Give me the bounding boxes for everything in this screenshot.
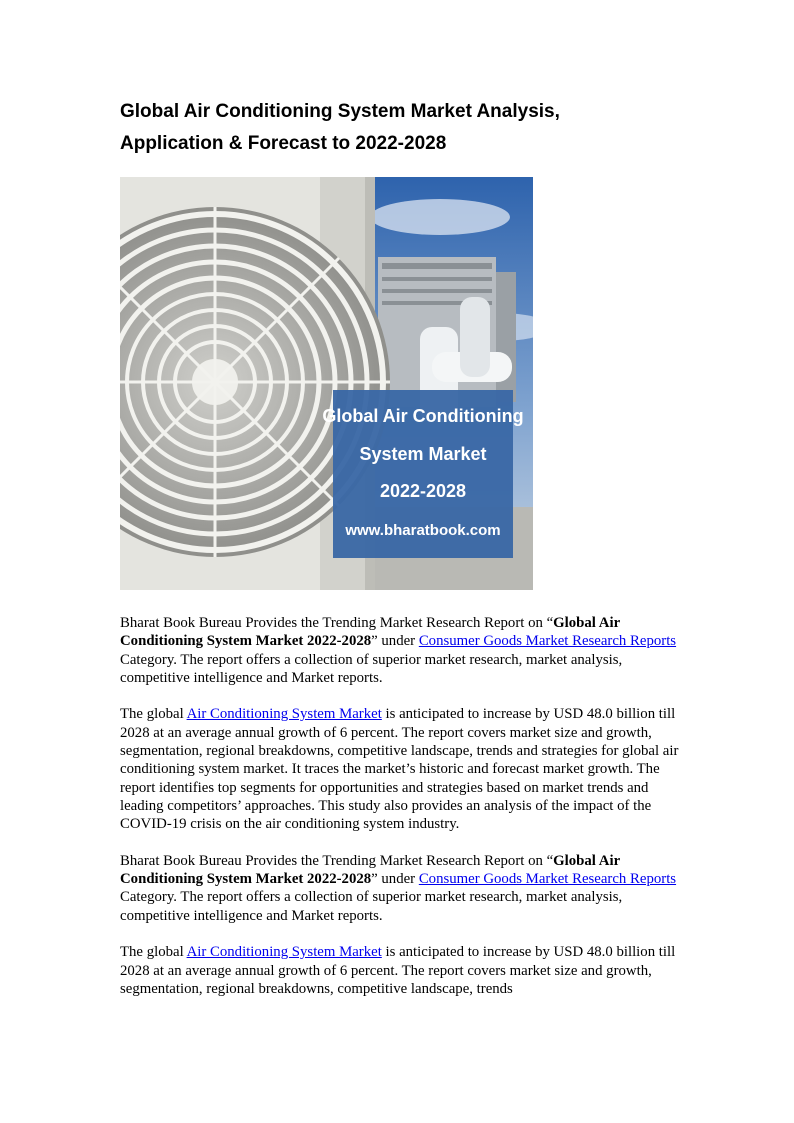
para-text: Bharat Book Bureau Provides the Trending Market Research Report on “ <box>120 615 554 631</box>
market-link[interactable]: Air Conditioning System Market <box>186 706 382 723</box>
para-text: The global <box>120 706 187 723</box>
hero-illustration <box>120 177 533 590</box>
para-text: The global <box>120 944 187 961</box>
category-link[interactable]: Consumer Goods Market Research Reports <box>418 871 677 888</box>
banner-line-1: Global Air Conditioning <box>322 406 524 426</box>
report-name: Global Air Conditioning System Market 2022-2028 <box>120 852 620 888</box>
para-text: is anticipated to increase by USD 48.0 billion till 2028 at an average annual growth of 6 percent. The report covers market size and growth, segmentation, regional breakdowns, competitive landscape, trends <box>120 944 676 997</box>
banner-line-2: System Market <box>359 444 487 464</box>
article-body <box>120 614 680 1017</box>
title-line-2: Application & Forecast to 2022-2028 <box>120 133 447 154</box>
report-name: Global Air Conditioning System Market 2022-2028 <box>120 615 620 650</box>
page-title <box>120 96 720 160</box>
category-link[interactable]: Consumer Goods Market Research Reports <box>418 633 677 650</box>
para-text: Category. The report offers a collection of superior market research, market analysis, competitive intelligence and Market reports. <box>120 651 623 686</box>
title-banner <box>322 390 523 558</box>
paragraph-intro-repeat <box>120 852 680 925</box>
para-text: ” under <box>371 871 419 888</box>
banner-url: www.bharatbook.com <box>345 522 501 539</box>
hero-image <box>120 177 533 590</box>
banner-line-3: 2022-2028 <box>379 481 467 501</box>
para-text: Category. The report offers a collection of superior market research, market analysis, competitive intelligence and Market reports. <box>120 889 623 924</box>
para-text: ” under <box>371 633 419 650</box>
para-text: is anticipated to increase by USD 48.0 billion till 2028 at an average annual growth of 6 percent. The report covers market size and growth, segmentation, regional breakdowns, competitive landscape, trends and strategies for global air conditioning system market. It traces the market’s historic and forecast market growth. The report identifies top segments for opportunities and strategies based on market trends and leading competitors’ approaches. This study also provides an analysis of the impact of the COVID-19 crisis on the air conditioning system industry. <box>120 706 679 833</box>
para-text: Bharat Book Bureau Provides the Trending Market Research Report on “ <box>120 852 554 869</box>
market-link[interactable]: Air Conditioning System Market <box>186 944 382 961</box>
paragraph-market <box>120 705 680 833</box>
paragraph-market-repeat <box>120 943 680 998</box>
title-line-1: Global Air Conditioning System Market Analysis, <box>120 101 560 122</box>
paragraph-intro <box>120 614 680 687</box>
